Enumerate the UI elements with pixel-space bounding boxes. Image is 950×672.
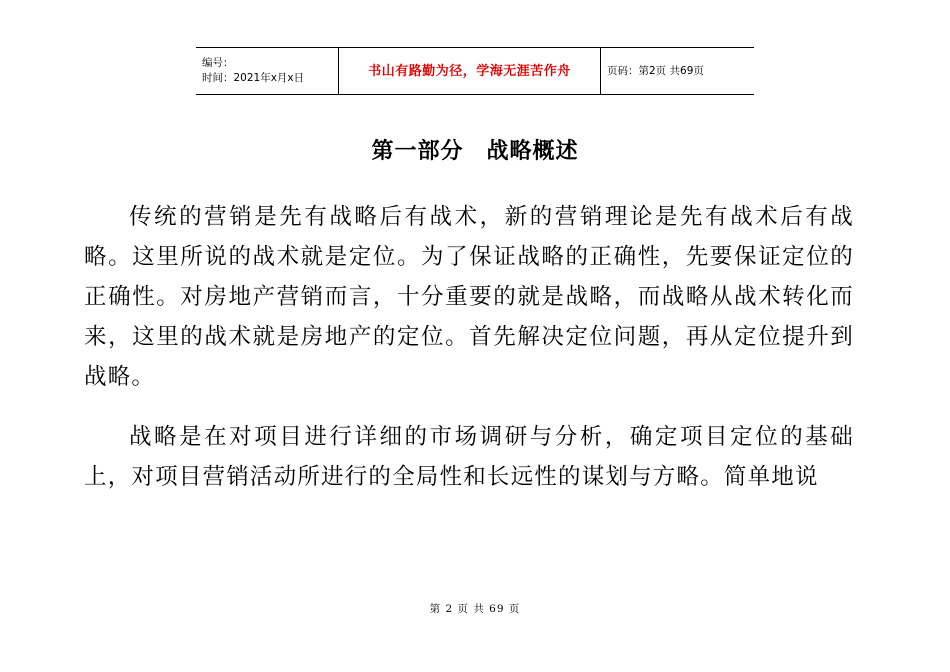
page-footer: 第 2 页 共 69 页: [429, 603, 521, 615]
section-title: 第一部分 战略概述: [371, 139, 579, 164]
document-body: [84, 197, 854, 497]
header-page-cell: [601, 48, 754, 94]
date-label: 时间：2021年x月x日: [202, 72, 305, 84]
header-info-cell: [196, 48, 339, 94]
page-header: [196, 47, 754, 95]
paragraph: 战略是在对项目进行详细的市场调研与分析，确定项目定位的基础上，对项目营销活动所进行的全局性和长远性的谋划与方略。简单地说: [84, 424, 854, 490]
paragraph: 传统的营销是先有战略后有战术，新的营销理论是先有战术后有战略。这里所说的战术就是定位。为了保证战略的正确性，先要保证定位的正确性。对房地产营销而言，十分重要的就是战略，而战略从战术转化而来，这里的战术就是房地产的定位。首先解决定位问题，再从定位提升到战略。: [84, 204, 854, 390]
header-motto-cell: [339, 48, 601, 94]
motto-text: 书山有路勤为径，学海无涯苦作舟: [368, 63, 571, 79]
serial-number-label: 编号：: [202, 57, 234, 69]
page-code-label: 页码：第2页 共69页: [607, 64, 704, 77]
